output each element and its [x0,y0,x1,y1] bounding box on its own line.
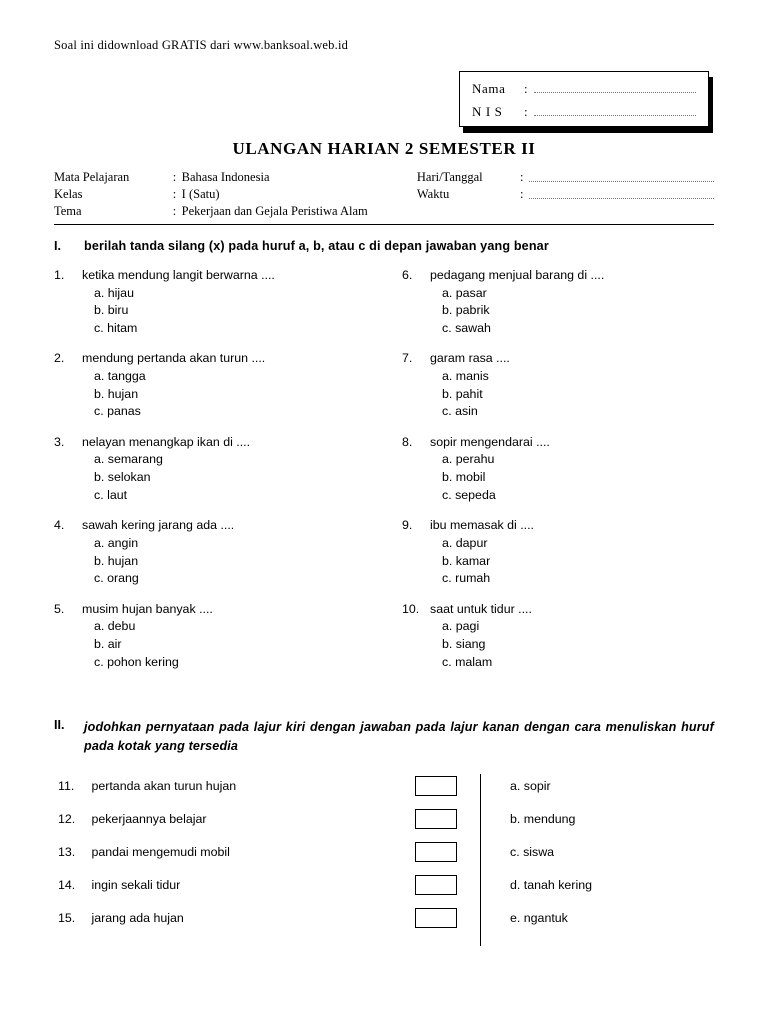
matching-row [54,902,714,935]
question-body [82,267,384,337]
question-option[interactable]: a. semarang [94,452,163,467]
section-1-instruction: berilah tanda silang (x) pada huruf a, b, atau c di depan jawaban yang benar [84,239,549,253]
matching-option: a. sopir [510,779,551,794]
question-text: ketika mendung langit berwarna .... [82,268,275,282]
question-option[interactable]: b. biru [94,303,129,318]
question-option[interactable]: a. pagi [442,619,480,634]
identity-input-nis[interactable] [534,105,696,116]
matching-statement: pekerjaannya belajar [91,812,207,827]
matching-statement: pandai mengemudi mobil [91,845,230,860]
question-option[interactable]: c. panas [94,404,141,419]
matching-divider-line [480,774,481,946]
section-2-instruction: jodohkan pernyataan pada lajur kiri dengan jawaban pada lajur kanan dengan cara menuliskan huruf pada kotak yang tersedia [84,720,714,754]
multiple-choice-column-left [54,267,384,684]
question-option[interactable]: a. angin [94,535,139,550]
meta-colon-1: : [172,170,177,184]
matching-row [54,869,714,902]
question-item [54,601,384,671]
question-option[interactable]: a. hijau [94,285,134,300]
question-option[interactable]: a. pasar [442,285,487,300]
question-option[interactable]: c. laut [94,487,128,502]
matching-answer-cell [388,908,484,928]
download-note: Soal ini didownload GRATIS dari www.banksoal.web.id [54,38,349,52]
question-body [430,601,714,671]
identity-row-nama [472,81,696,97]
question-text: saat untuk tidur .... [430,601,532,616]
question-item [402,601,714,671]
matching-statement: ingin sekali tidur [91,878,181,893]
question-option[interactable]: b. air [94,636,122,651]
exam-meta-table [54,169,714,220]
section-1-heading [54,239,714,253]
question-option[interactable]: c. sawah [442,320,491,335]
question-option[interactable]: c. asin [442,404,478,419]
identity-box [459,71,709,127]
question-option[interactable]: c. pohon kering [94,654,179,669]
matching-row [54,803,714,836]
question-option[interactable]: c. sepeda [442,487,496,502]
question-option[interactable]: c. malam [442,654,493,669]
question-item [54,350,384,420]
meta-value-waktu[interactable] [529,186,714,203]
matching-number: 11. [58,779,75,794]
meta-colon-5: : [172,204,177,218]
matching-answer-box[interactable] [415,842,457,862]
question-item [402,267,714,337]
multiple-choice-area [54,267,714,684]
question-number: 10. [402,601,420,616]
matching-answer-box[interactable] [415,776,457,796]
question-option[interactable]: a. tangga [94,369,146,384]
question-text: pedagang menjual barang di .... [430,268,605,282]
meta-colon-6 [520,203,529,220]
question-item [54,434,384,504]
meta-value-mata-pelajaran: Bahasa Indonesia [181,170,270,184]
question-option[interactable]: b. hujan [94,553,139,568]
matching-option: d. tanah kering [510,878,592,893]
question-text: ibu memasak di .... [430,518,534,533]
meta-key-hari-tanggal: Hari/Tanggal [416,170,483,184]
page-title: ULANGAN HARIAN 2 SEMESTER II [232,139,536,158]
matching-row [54,770,714,803]
matching-number: 13. [58,845,76,860]
matching-left-text [54,812,388,826]
meta-key-empty [409,203,520,220]
question-option[interactable]: b. selokan [94,470,151,485]
meta-row-2 [54,186,714,203]
section-1-number: I. [54,239,61,253]
matching-option: e. ngantuk [510,911,568,926]
question-text: sawah kering jarang ada .... [82,518,235,533]
question-text: sopir mengendarai .... [430,434,550,449]
question-body [430,434,714,504]
question-option[interactable]: b. pahit [442,386,483,401]
question-option[interactable]: b. mobil [442,470,486,485]
question-item [402,517,714,587]
meta-value-tema: Pekerjaan dan Gejala Peristiwa Alam [181,204,368,218]
question-item [402,434,714,504]
question-text: musim hujan banyak .... [82,601,213,616]
question-option[interactable]: b. pabrik [442,303,490,318]
question-number: 8. [402,434,413,449]
meta-colon-4: : [519,187,524,201]
meta-key-waktu: Waktu [416,187,450,201]
matching-answer-cell [388,842,484,862]
meta-colon-2: : [519,170,524,184]
meta-row-1 [54,169,714,186]
identity-label-nis: N I S [472,104,503,119]
question-body [82,350,384,420]
identity-input-nama[interactable] [534,82,696,93]
question-option[interactable]: c. hitam [94,320,138,335]
question-item [54,267,384,337]
matching-area [54,770,714,935]
meta-value-hari-tanggal[interactable] [529,169,714,186]
question-option[interactable]: a. dapur [442,535,488,550]
question-number: 2. [54,351,65,366]
identity-label-nama: Nama [472,81,506,96]
matching-left-text [54,911,388,925]
question-option[interactable]: a. debu [94,619,136,634]
question-body [82,434,384,504]
meta-key-tema: Tema [54,204,82,218]
question-item [54,517,384,587]
header-divider [54,224,714,225]
identity-box-container [54,71,714,133]
question-option[interactable]: c. rumah [442,571,491,586]
question-option[interactable]: b. kamar [442,553,491,568]
question-number: 6. [402,268,413,282]
matching-option: b. mendung [510,812,576,827]
question-body [430,267,714,337]
question-number: 5. [54,601,65,616]
matching-answer-cell [388,776,484,796]
matching-row [54,836,714,869]
question-number: 1. [54,268,65,282]
question-item [402,350,714,420]
question-text: garam rasa .... [430,351,510,366]
meta-key-mata-pelajaran: Mata Pelajaran [54,170,130,184]
question-text: mendung pertanda akan turun .... [82,351,266,366]
question-number: 9. [402,518,413,533]
identity-colon-nis: : [524,104,528,119]
meta-colon-3: : [172,187,177,201]
matching-option: c. siswa [510,845,555,860]
matching-number: 14. [58,878,76,893]
question-option[interactable]: c. orang [94,571,139,586]
question-option[interactable]: a. manis [442,369,489,384]
matching-answer-box[interactable] [415,908,457,928]
matching-answer-cell [388,875,484,895]
matching-answer-box[interactable] [415,809,457,829]
question-number: 7. [402,351,413,366]
section-2-number: II. [54,718,65,733]
matching-answer-box[interactable] [415,875,457,895]
meta-value-empty [529,203,714,220]
question-option[interactable]: a. perahu [442,452,495,467]
question-body [82,517,384,587]
matching-statement: pertanda akan turun hujan [91,779,237,794]
matching-statement: jarang ada hujan [91,911,184,926]
meta-value-kelas: I (Satu) [181,187,220,201]
meta-row-3 [54,203,714,220]
identity-colon-nama: : [524,81,528,96]
question-body [82,601,384,671]
question-body [430,517,714,587]
question-text: nelayan menangkap ikan di .... [82,434,251,449]
matching-left-text [54,779,388,793]
meta-key-kelas: Kelas [54,187,83,201]
section-2-heading [54,718,714,756]
question-option[interactable]: b. hujan [94,386,139,401]
matching-answer-cell [388,809,484,829]
question-number: 4. [54,518,65,533]
matching-left-text [54,845,388,859]
matching-number: 15. [58,911,76,926]
matching-left-text [54,878,388,892]
matching-number: 12. [58,812,76,827]
question-number: 3. [54,434,65,449]
question-body [430,350,714,420]
multiple-choice-column-right [384,267,714,684]
identity-row-nis [472,104,696,120]
question-option[interactable]: b. siang [442,636,486,651]
